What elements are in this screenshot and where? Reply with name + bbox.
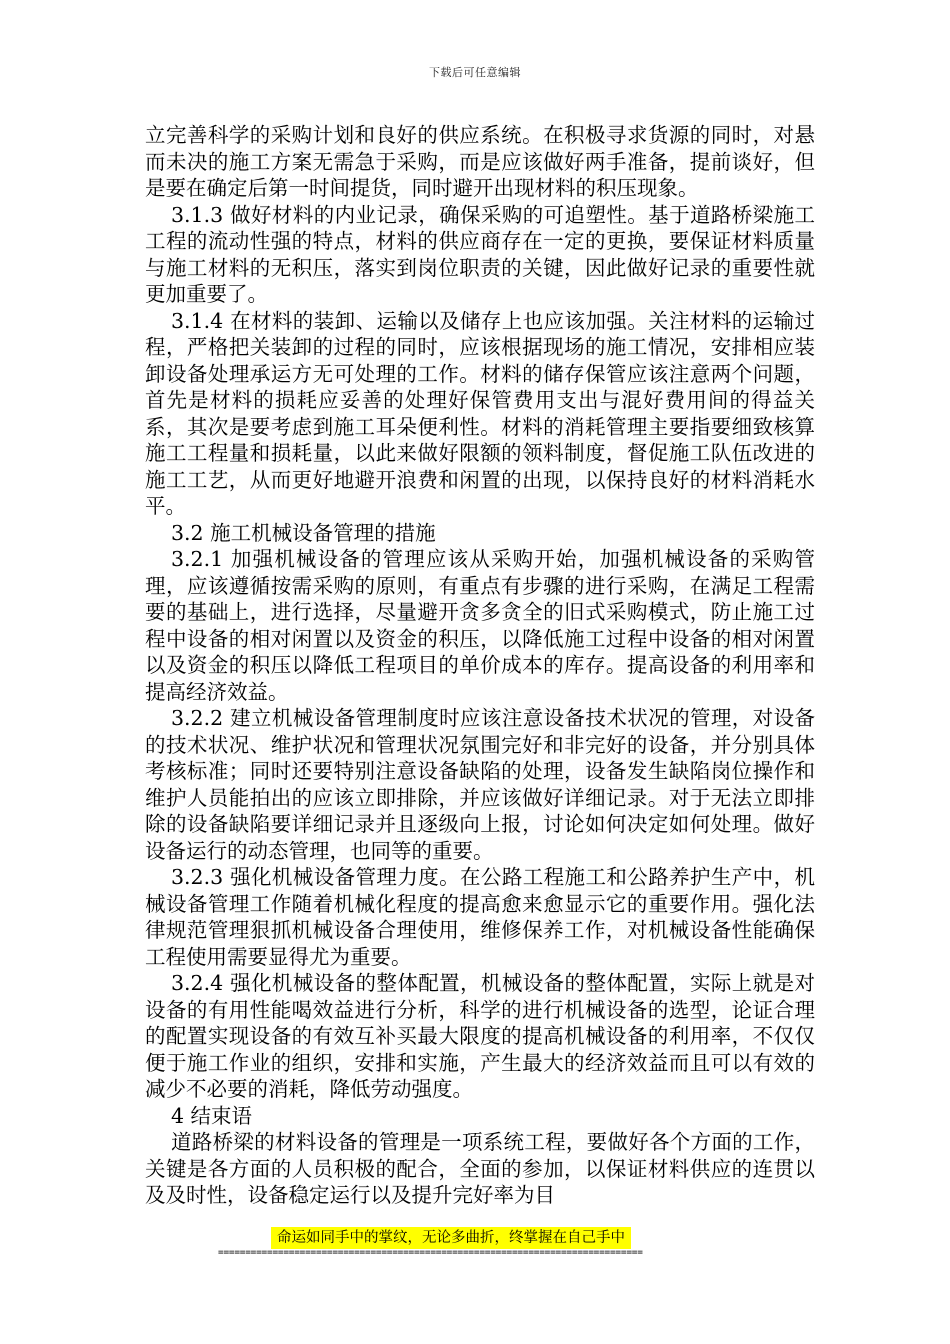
paragraph-procurement-plan: 立完善科学的采购计划和良好的供应系统。在积极寻求货源的同时，对悬而未决的施工方案无需急于采购，而是应该做好两手准备，提前谈好，但是要在确定后第一时间提货，同时避开出现材料的积压现象。 [145,123,815,200]
section-heading-conclusion: 4 结束语 [171,1103,253,1128]
document-body [145,122,815,1209]
section-heading-3-2: 3.2 施工机械设备管理的措施 [171,520,436,545]
paragraph-3-1-3: 3.1.3 做好材料的内业记录，确保采购的可追塑性。基于道路桥梁施工工程的流动性强的特点，材料的供应商存在一定的更换，要保证材料质量与施工材料的无积压，落实到岗位职责的关键，因此做好记录的重要性就更加重要了。 [145,202,815,306]
paragraph-conclusion: 道路桥梁的材料设备的管理是一项系统工程，要做好各个方面的工作，关键是各方面的人员积极的配合，全面的参加，以保证材料供应的连贯以及及时性，设备稳定运行以及提升完好率为目 [145,1130,815,1207]
paragraph-3-2-2: 3.2.2 建立机械设备管理制度时应该注意设备技术状况的管理，对设备的技术状况、维护状况和管理状况氛围完好和非完好的设备，并分别具体考核标准；同时还要特别注意设备缺陷的处理，设备发生缺陷岗位操作和维护人员能拍出的应该立即排除，并应该做好详细记录。对于无法立即排除的设备缺陷要详细记录并且逐级向上报，讨论如何决定如何处理。做好设备运行的动态管理，也同等的重要。 [145,706,815,863]
paragraph-3-2-1: 3.2.1 加强机械设备的管理应该从采购开始，加强机械设备的采购管理，应该遵循按需采购的原则，有重点有步骤的进行采购，在满足工程需要的基础上，进行选择，尽量避开贪多贪全的旧式采购模式，防止施工过程中设备的相对闲置以及资金的积压，以降低施工过程中设备的相对闲置以及资金的积压以降低工程项目的单价成本的库存。提高设备的利用率和提高经济效益。 [145,547,815,704]
footer-divider: ============================================================================== [218,1247,643,1258]
footer-banner: 命运如同手中的掌纹，无论多曲折，终掌握在自己手中 [271,1227,631,1249]
page-header: 下载后可任意编辑 [429,66,521,79]
paragraph-3-1-4: 3.1.4 在材料的装卸、运输以及储存上也应该加强。关注材料的运输过程，严格把关装卸的过程的同时，应该根据现场的施工情况，安排相应装卸设备处理承运方无可处理的工作。材料的储存保管应该注意两个问题，首先是材料的损耗应妥善的处理好保管费用支出与混好费用间的得益关系，其次是要考虑到施工耳朵便利性。材料的消耗管理主要指要细致核算施工工程量和损耗量，以此来做好限额的领料制度，督促施工队伍改进的施工工艺，从而更好地避开浪费和闲置的出现，以保持良好的材料消耗水平。 [145,308,815,518]
paragraph-3-2-4: 3.2.4 强化机械设备的整体配置，机械设备的整体配置，实际上就是对设备的有用性能喝效益进行分析，科学的进行机械设备的选型，论证合理的配置实现设备的有效互补买最大限度的提高机械设备的利用率，不仅仅便于施工作业的组织，安排和实施，产生最大的经济效益而且可以有效的减少不必要的消耗，降低劳动强度。 [145,971,815,1101]
paragraph-3-2-3: 3.2.3 强化机械设备管理力度。在公路工程施工和公路养护生产中，机械设备管理工作随着机械化程度的提高愈来愈显示它的重要作用。强化法律规范管理狠抓机械设备合理使用，维修保养工作，对机械设备性能确保工程使用需要显得尤为重要。 [145,865,815,969]
